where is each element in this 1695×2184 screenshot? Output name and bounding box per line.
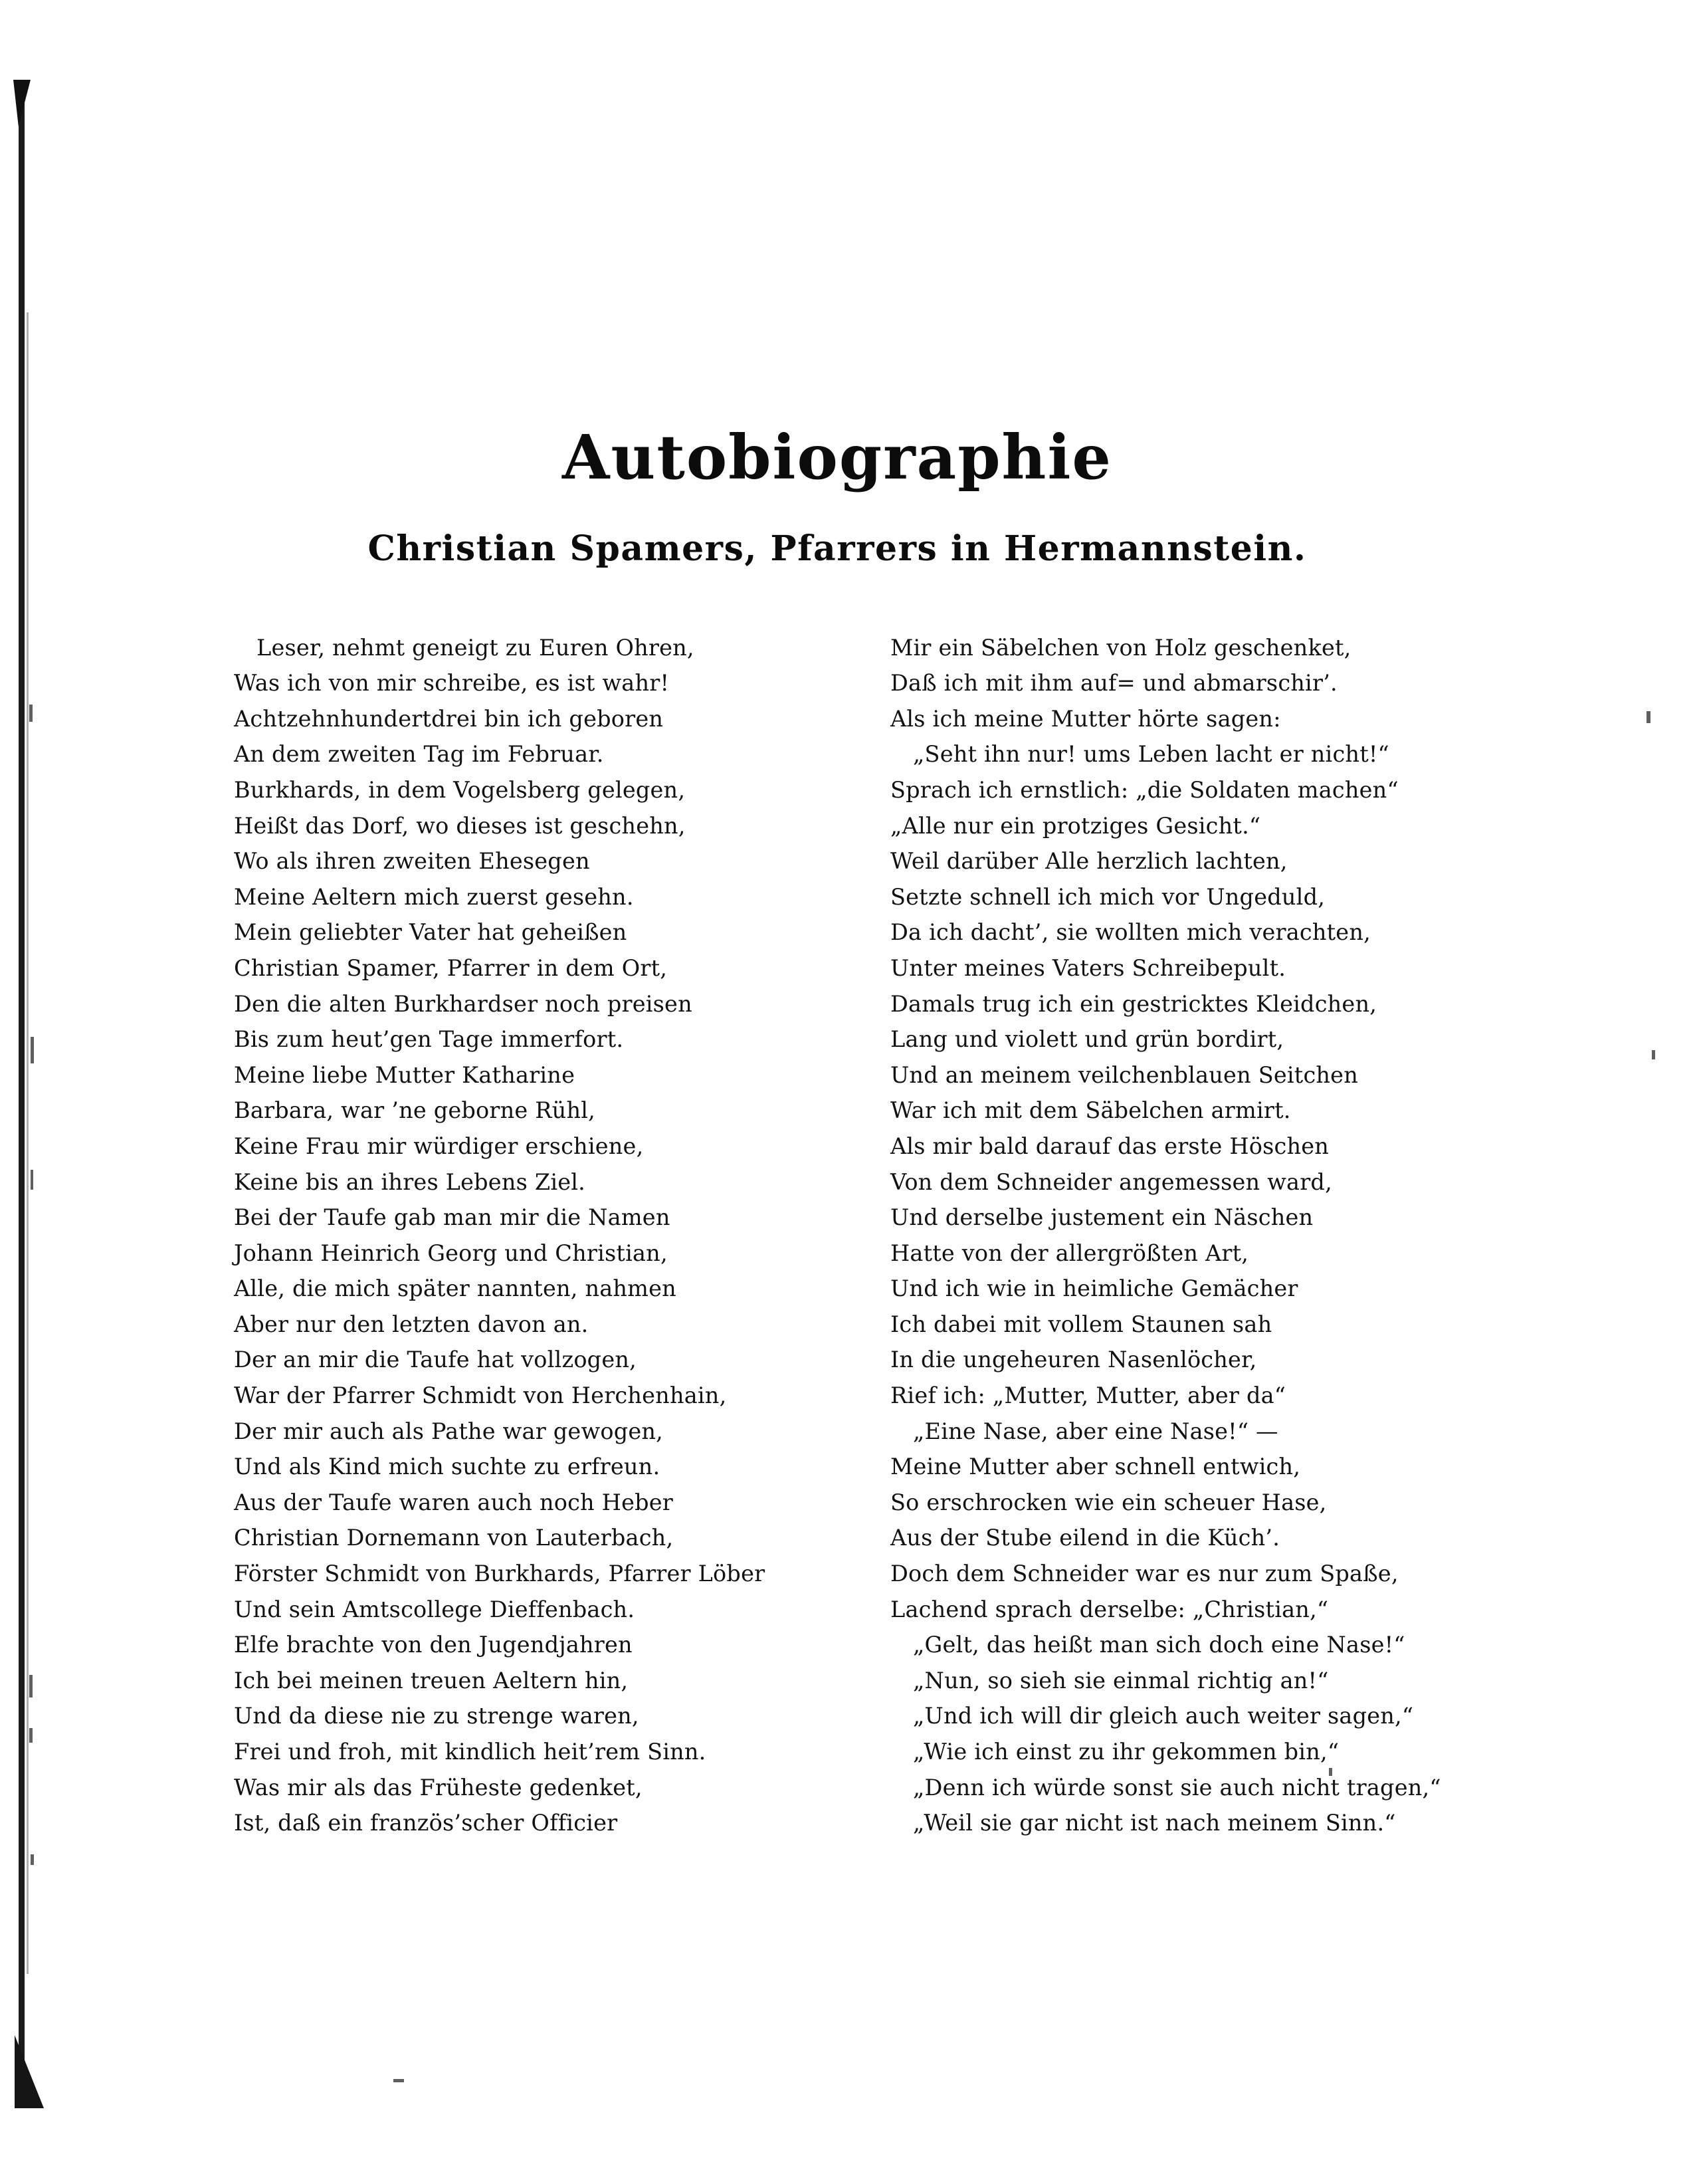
verse-line: Lachend sprach derselbe: „Christian,“ (890, 1596, 1329, 1622)
verse-line: Der an mir die Taufe hat vollzogen, (234, 1347, 637, 1373)
verse-line: In die ungeheuren Nasenlöcher, (890, 1347, 1257, 1373)
verse-line: Als ich meine Mutter hörte sagen: (890, 705, 1281, 732)
verse-line: Der mir auch als Pathe war gewogen, (234, 1418, 663, 1444)
verse-line: Damals trug ich ein gestricktes Kleidchen, (890, 990, 1377, 1017)
verse-line: „Eine Nase, aber eine Nase!“ — (913, 1418, 1278, 1444)
page-subtitle: Christian Spamers, Pfarrers in Hermannstein. (367, 528, 1307, 569)
verse-line: Aus der Stube eilend in die Küch’. (890, 1525, 1280, 1551)
verse-line: Meine Mutter aber schnell entwich, (890, 1454, 1301, 1480)
poem-column-left (234, 630, 819, 1841)
verse-line: Johann Heinrich Georg und Christian, (234, 1240, 668, 1266)
verse-line: Alle, die mich später nannten, nahmen (234, 1275, 676, 1302)
verse-line: Burkhards, in dem Vogelsberg gelegen, (234, 776, 686, 803)
verse-line: Keine bis an ihres Lebens Ziel. (234, 1168, 586, 1195)
verse-line: Bei der Taufe gab man mir die Namen (234, 1204, 670, 1231)
verse-line: Mein geliebter Vater hat geheißen (234, 919, 627, 946)
scan-speck (29, 705, 33, 722)
verse-line: Heißt das Dorf, wo dieses ist geschehn, (234, 812, 686, 839)
verse-line: „Weil sie gar nicht ist nach meinem Sinn.“ (913, 1810, 1396, 1836)
scan-speck (1652, 1050, 1655, 1059)
scan-speck (31, 1854, 34, 1865)
verse-line: „Nun, so sieh sie einmal richtig an!“ (913, 1667, 1329, 1693)
verse-line: Ich dabei mit vollem Staunen sah (890, 1311, 1272, 1337)
verse-line: „Denn ich würde sonst sie auch nicht tragen,“ (913, 1774, 1441, 1801)
verse-line: Christian Dornemann von Lauterbach, (234, 1525, 674, 1551)
verse-line: Was mir als das Früheste gedenket, (234, 1774, 643, 1801)
verse-line: So erschrocken wie ein scheuer Hase, (890, 1489, 1327, 1515)
verse-line: Lang und violett und grün bordirt, (890, 1026, 1284, 1053)
verse-line: Elfe brachte von den Jugendjahren (234, 1632, 633, 1658)
verse-line: Daß ich mit ihm auf= und abmarschir’. (890, 670, 1338, 697)
verse-line: Doch dem Schneider war es nur zum Spaße, (890, 1561, 1399, 1587)
page-spine-shadow (27, 312, 29, 1974)
verse-line: Keine Frau mir würdiger erschiene, (234, 1133, 644, 1159)
verse-line: Und ich wie in heimliche Gemächer (890, 1275, 1298, 1302)
verse-line: Hatte von der allergrößten Art, (890, 1240, 1249, 1266)
verse-line: Ich bei meinen treuen Aeltern hin, (234, 1667, 629, 1693)
scan-speck (1646, 711, 1650, 723)
verse-line: Sprach ich ernstlich: „die Soldaten machen“ (890, 776, 1399, 803)
verse-line: Unter meines Vaters Schreibepult. (890, 954, 1286, 981)
verse-line: Von dem Schneider angemessen ward, (890, 1168, 1332, 1195)
document-body (199, 421, 1475, 1841)
verse-line: Barbara, war ’ne geborne Rühl, (234, 1097, 595, 1124)
verse-line: Und derselbe justement ein Näschen (890, 1204, 1314, 1231)
poem-column-right (890, 630, 1475, 1841)
verse-line: Mir ein Säbelchen von Holz geschenket, (890, 634, 1351, 661)
scan-speck (29, 1728, 33, 1743)
verse-line: Frei und froh, mit kindlich heit’rem Sinn. (234, 1739, 706, 1765)
verse-line: Und an meinem veilchenblauen Seitchen (890, 1061, 1358, 1088)
verse-line: Wo als ihren zweiten Ehesegen (234, 848, 590, 875)
verse-line: Meine Aeltern mich zuerst gesehn. (234, 883, 634, 910)
verse-line: War ich mit dem Säbelchen armirt. (890, 1097, 1291, 1124)
verse-line: Rief ich: „Mutter, Mutter, aber da“ (890, 1382, 1286, 1409)
verse-line: Da ich dacht’, sie wollten mich verachten, (890, 919, 1371, 946)
page-title: Autobiographie (562, 421, 1112, 493)
verse-line: „Wie ich einst zu ihr gekommen bin,“ (913, 1739, 1340, 1765)
scan-speck (29, 1675, 33, 1697)
poem-columns (199, 630, 1475, 1841)
verse-line: „Alle nur ein protziges Gesicht.“ (890, 812, 1261, 839)
verse-line: Leser, nehmt geneigt zu Euren Ohren, (256, 634, 694, 661)
verse-line: Und als Kind mich suchte zu erfreun. (234, 1454, 660, 1480)
verse-line: Bis zum heut’gen Tage immerfort. (234, 1026, 624, 1053)
verse-line: Aber nur den letzten davon an. (234, 1311, 589, 1337)
verse-line: Christian Spamer, Pfarrer in dem Ort, (234, 954, 668, 981)
verse-line: War der Pfarrer Schmidt von Herchenhain, (234, 1382, 727, 1409)
verse-line: Und sein Amtscollege Dieffenbach. (234, 1596, 635, 1622)
scan-speck (31, 1170, 33, 1190)
verse-line: Als mir bald darauf das erste Höschen (890, 1133, 1330, 1159)
verse-line: Und da diese nie zu strenge waren, (234, 1703, 639, 1729)
verse-line: „Seht ihn nur! ums Leben lacht er nicht!“ (913, 741, 1389, 768)
page-spine-artifact (19, 100, 25, 2080)
verse-line: Was ich von mir schreibe, es ist wahr! (234, 670, 670, 697)
verse-line: „Und ich will dir gleich auch weiter sagen,“ (913, 1703, 1414, 1729)
verse-line: Achtzehnhundertdrei bin ich geboren (234, 705, 664, 732)
verse-line: Aus der Taufe waren auch noch Heber (234, 1489, 674, 1515)
verse-line: Meine liebe Mutter Katharine (234, 1061, 575, 1088)
verse-line: An dem zweiten Tag im Februar. (234, 741, 604, 768)
verse-line: Den die alten Burkhardser noch preisen (234, 990, 692, 1017)
verse-line: „Gelt, das heißt man sich doch eine Nase!“ (913, 1632, 1405, 1658)
scan-speck (31, 1037, 34, 1063)
scan-speck (393, 2079, 404, 2082)
verse-line: Setzte schnell ich mich vor Ungeduld, (890, 883, 1326, 910)
verse-line: Förster Schmidt von Burkhards, Pfarrer Löber (234, 1561, 765, 1587)
verse-line: Ist, daß ein französ’scher Officier (234, 1810, 618, 1836)
verse-line: Weil darüber Alle herzlich lachten, (890, 848, 1288, 875)
